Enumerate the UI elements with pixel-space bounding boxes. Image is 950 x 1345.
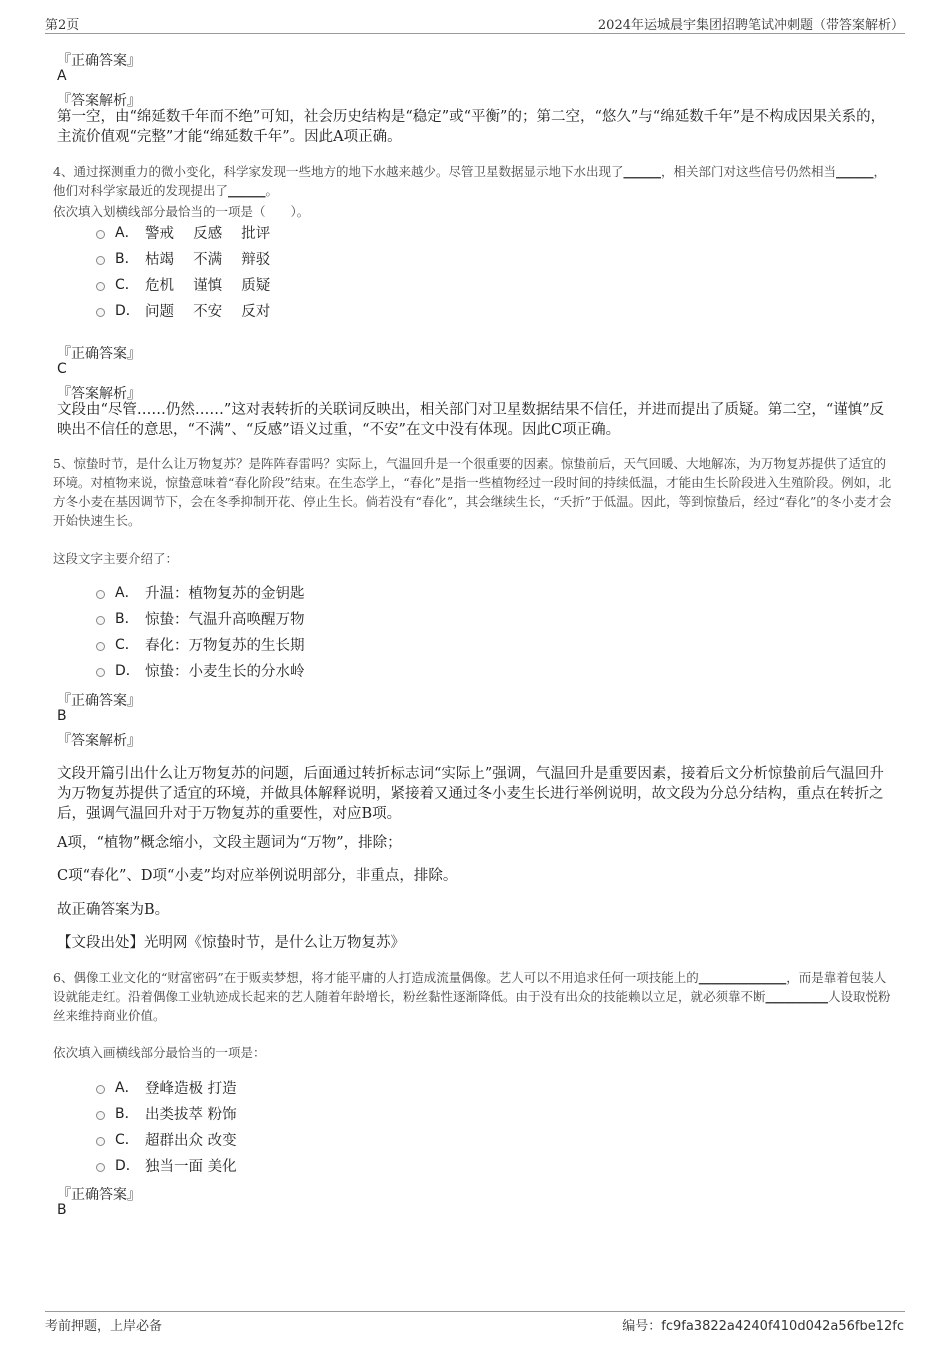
header-rule bbox=[45, 33, 905, 34]
radio-icon[interactable] bbox=[96, 230, 105, 239]
analysis-text: A项，“植物”概念缩小，文段主题词为“万物”，排除； bbox=[57, 835, 402, 851]
option-b[interactable]: B． 出类拔萃 粉饰 bbox=[96, 1102, 237, 1124]
question-instruction: 这段文字主要介绍了： bbox=[53, 551, 179, 566]
document-title: 2024年运城晨宇集团招聘笔试冲刺题（带答案解析） bbox=[597, 18, 904, 33]
option-d[interactable]: D． 惊蛰：小麦生长的分水岭 bbox=[96, 659, 305, 681]
option-c[interactable]: C． 超群出众 改变 bbox=[96, 1128, 237, 1150]
radio-icon[interactable] bbox=[96, 256, 105, 265]
fill-blank: ______________ bbox=[698, 970, 787, 985]
option-b[interactable]: B． 惊蛰：气温升高唤醒万物 bbox=[96, 607, 305, 629]
option-a[interactable]: A． 登峰造极 打造 bbox=[96, 1076, 237, 1098]
analysis-text: 第一空，由“绵延数千年而不绝”可知，社会历史结构是“稳定”或“平衡”的；第二空，“悠久”与“绵延数千年”是不构成因果关系的，主流价值观“完整”才能“绵延数千年”。因此A项正确。 bbox=[57, 109, 886, 145]
fill-blank: ______ bbox=[623, 164, 661, 179]
footer-rule bbox=[45, 1311, 905, 1312]
analysis-label: 『答案解析』 bbox=[57, 386, 141, 402]
option-d[interactable]: D． 独当一面 美化 bbox=[96, 1154, 237, 1176]
correct-answer-label: 『正确答案』 bbox=[57, 1187, 141, 1203]
analysis-text: 文段开篇引出什么让万物复苏的问题，后面通过转折标志词“实际上”强调，气温回升是重要因素，接着后文分析惊蛰前后气温回升为万物复苏提供了适宜的环境，并做具体解释说明，紧接着又通过冬小麦生长进行举例说明，故文段为分总分结构，重点在转折之后，强调气温回升对于万物复苏的重要性，对应B项。 bbox=[57, 766, 884, 822]
option-d[interactable]: D． 问题 不安 反对 bbox=[96, 299, 270, 321]
option-a[interactable]: A． 升温：植物复苏的金钥匙 bbox=[96, 581, 305, 603]
option-c[interactable]: C． 危机 谨慎 质疑 bbox=[96, 273, 270, 295]
option-a[interactable]: A． 警戒 反感 批评 bbox=[96, 221, 270, 243]
correct-answer-value: A bbox=[57, 68, 67, 84]
radio-icon[interactable] bbox=[96, 1085, 105, 1094]
option-b[interactable]: B． 枯竭 不满 辩驳 bbox=[96, 247, 270, 269]
document-code: 编号：fc9fa3822a4240f410d042a56fbe12fc bbox=[622, 1319, 904, 1334]
correct-answer-value: B bbox=[57, 708, 67, 724]
correct-answer-value: C bbox=[57, 361, 67, 377]
question-instruction: 依次填入画横线部分最恰当的一项是： bbox=[53, 1045, 266, 1060]
page-number: 第2页 bbox=[45, 18, 80, 33]
question-stem: 5、惊蛰时节，是什么让万物复苏？是阵阵春雷吗？实际上，气温回升是一个很重要的因素。惊蛰前后，天气回暖、大地解冻，为万物复苏提供了适宜的环境。对植物来说，惊蛰意味着“春化阶段”结束。在生态学上，“春化”是指一些植物经过一段时间的持续低温，才能由生长阶段进入生殖阶段。例如，北方冬小麦在基因调节下，会在冬季抑制开花、停止生长。倘若没有“春化”，其会继续生长，“夭折”于低温。因此，等到惊蛰后，经过“春化”的冬小麦才会开始快速生长。 bbox=[53, 456, 892, 528]
question-stem: 4、通过探测重力的微小变化，科学家发现一些地方的地下水越来越少。尽管卫星数据显示地下水出现了______，相关部门对这些信号仍然相当______，他们对科学家最近的发现提出了______。 bbox=[53, 164, 886, 198]
radio-icon[interactable] bbox=[96, 282, 105, 291]
option-c[interactable]: C． 春化：万物复苏的生长期 bbox=[96, 633, 305, 655]
fill-blank: ______ bbox=[835, 164, 874, 179]
radio-icon[interactable] bbox=[96, 590, 105, 599]
radio-icon[interactable] bbox=[96, 1111, 105, 1120]
radio-icon[interactable] bbox=[96, 616, 105, 625]
fill-blank: __________ bbox=[765, 989, 829, 1004]
question-stem: 6、偶像工业文化的“财富密码”在于贩卖梦想，将才能平庸的人打造成流量偶像。艺人可以不用追求任何一项技能上的______________，而是靠着包装人设就能走红。沿着偶像工业轨迹成长起来的艺人随着年龄增长，粉丝黏性逐渐降低。由于没有出众的技能赖以立足，就必须靠不断__________人设取悦粉丝来维持商业价值。 bbox=[53, 970, 891, 1023]
analysis-text: 故正确答案为B。 bbox=[57, 902, 170, 918]
radio-icon[interactable] bbox=[96, 642, 105, 651]
analysis-text: 文段由“尽管……仍然……”这对表转折的关联词反映出，相关部门对卫星数据结果不信任，并进而提出了质疑。第二空，“谨慎”反映出不信任的意思，“不满”、“反感”语义过重，“不安”在文中没有体现。因此C项正确。 bbox=[57, 402, 885, 438]
question-instruction: 依次填入划横线部分最恰当的一项是（ ）。 bbox=[53, 204, 310, 219]
correct-answer-label: 『正确答案』 bbox=[57, 346, 141, 362]
analysis-label: 『答案解析』 bbox=[57, 93, 141, 109]
correct-answer-value: B bbox=[57, 1202, 67, 1218]
radio-icon[interactable] bbox=[96, 1137, 105, 1146]
analysis-text: C项“春化”、D项“小麦”均对应举例说明部分，非重点，排除。 bbox=[57, 868, 458, 884]
radio-icon[interactable] bbox=[96, 1163, 105, 1172]
correct-answer-label: 『正确答案』 bbox=[57, 53, 141, 69]
radio-icon[interactable] bbox=[96, 668, 105, 677]
analysis-label: 『答案解析』 bbox=[57, 733, 141, 749]
correct-answer-label: 『正确答案』 bbox=[57, 693, 141, 709]
radio-icon[interactable] bbox=[96, 308, 105, 317]
fill-blank: ______ bbox=[228, 183, 266, 198]
footer-slogan: 考前押题，上岸必备 bbox=[45, 1319, 163, 1334]
source-citation: 【文段出处】光明网《惊蛰时节，是什么让万物复苏》 bbox=[57, 935, 405, 951]
